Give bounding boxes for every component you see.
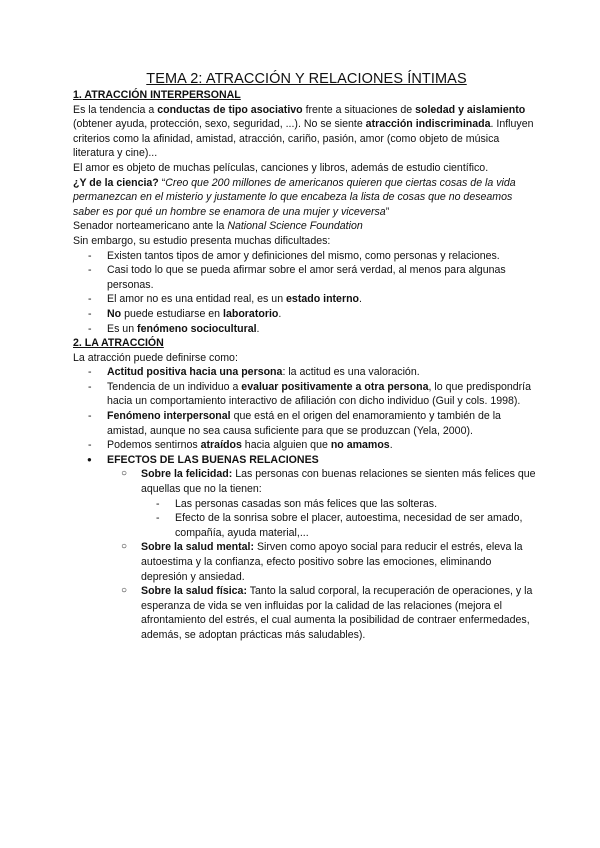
bold-text: Actitud positiva hacia una persona — [107, 366, 283, 379]
paragraph-science-quote — [73, 176, 540, 220]
text: . — [256, 322, 260, 335]
text: , lo que predispondría hacia un comportamiento interactivo de afiliación con dicho individuo (Guil y cols. 1998). — [107, 380, 532, 408]
list-item — [73, 409, 540, 438]
list-item: - Efecto de la sonrisa sobre el placer, autoestima, necesidad de ser amado, compañía, ayuda material,... — [141, 511, 540, 540]
list-item: - Existen tantos tipos de amor y definiciones del mismo, como personas y relaciones. — [73, 249, 540, 264]
section-2-heading: 2. LA ATRACCIÓN — [73, 337, 164, 350]
bold-text: estado interno — [286, 293, 360, 306]
page-title: TEMA 2: ATRACCIÓN Y RELACIONES ÍNTIMAS — [146, 71, 467, 87]
text: El amor no es una entidad real, es un — [107, 293, 287, 306]
list-item — [73, 322, 540, 337]
text: “ — [158, 176, 166, 189]
list-item — [73, 365, 540, 380]
text: Tanto la salud corporal, la recuperación de operaciones, y la esperanza de vida se ven influidas por la calidad de las relaciones (mejora el afrontamiento del estrés, el cual aumenta la posibilidad de contraer enfermedades, además, se adoptan prácticas más saludables). — [141, 585, 533, 641]
text: . — [389, 439, 393, 452]
bold-text: atraídos — [200, 439, 242, 452]
text: . — [359, 293, 362, 306]
text: Sirven como apoyo social para reducir el estrés, eleva la autoestima y la confianza, efecto positivo sobre las emociones, eliminando depresión y ansiedad. — [141, 541, 523, 583]
text: puede estudiarse en — [121, 307, 224, 320]
bold-text: Fenómeno interpersonal — [107, 410, 231, 423]
quote-text: Creo que 200 millones de americanos quieren que ciertas cosas de la vida permanezcan en el misterio y justamente lo que encabeza la lista de cosas que no deseamos saber es por qué un hombre se enamora de una mujer y viceversa — [73, 176, 516, 218]
bold-text: fenómeno sociocultural — [137, 322, 257, 335]
list-item — [73, 307, 540, 322]
italic-text: National Science Foundation — [227, 220, 363, 233]
definitions-list — [73, 365, 540, 453]
bold-text: laboratorio — [223, 307, 279, 320]
bold-text: soledad y aislamiento — [415, 103, 526, 116]
happiness-sublist — [141, 497, 540, 541]
bold-text: Sobre la salud mental: — [141, 541, 255, 554]
text: Senador norteamericano ante la — [73, 220, 228, 233]
bold-text: No — [107, 307, 122, 320]
list-item — [107, 540, 540, 584]
list-item: - Las personas casadas son más felices que las solteras. — [141, 497, 540, 512]
list-item — [107, 584, 540, 642]
bold-text: evaluar positivamente a otra persona — [241, 380, 429, 393]
list-item: - Casi todo lo que se pueda afirmar sobre el amor será verdad, al menos para algunas personas. — [73, 263, 540, 292]
difficulties-list — [73, 249, 540, 337]
bold-text: atracción indiscriminada — [365, 118, 491, 131]
text: Es la tendencia a — [73, 103, 158, 116]
paragraph-difficulties: Sin embargo, su estudio presenta muchas dificultades: — [73, 234, 331, 247]
text: . — [278, 307, 282, 320]
section-1-heading: 1. ATRACCIÓN INTERPERSONAL — [73, 89, 241, 101]
list-item — [73, 292, 540, 307]
text: Tendencia de un individuo a — [107, 380, 242, 393]
effects-heading: EFECTOS DE LAS BUENAS RELACIONES — [107, 453, 319, 466]
text: (obtener ayuda, protección, sexo, seguridad, ...). No se siente — [73, 118, 366, 131]
list-item — [73, 453, 540, 643]
text: que está en el origen del enamoramiento y también de la amistad, aunque no sea causa suficiente para que se produzcan (Yela, 2000). — [107, 410, 501, 437]
paragraph-attraction-intro: La atracción puede definirse como: — [73, 351, 238, 364]
bold-text: Sobre la felicidad: — [141, 468, 233, 481]
bold-text: ¿Y de la ciencia? — [73, 176, 159, 189]
text: Podemos sentirnos — [107, 439, 201, 452]
text: : la actitud es una valoración. — [282, 366, 420, 379]
paragraph-love-object: El amor es objeto de muchas películas, canciones y libros, además de estudio científico. — [73, 161, 489, 174]
list-item — [73, 380, 540, 409]
bold-text: no amamos — [330, 439, 390, 452]
bold-text: Sobre la salud física: — [141, 585, 247, 598]
effects-list — [73, 453, 540, 643]
bold-text: conductas de tipo asociativo — [157, 103, 303, 116]
text: . Influyen criterios como la afinidad, amistad, atracción, cariño, pasión, amor (como objeto de música literatura y cine)... — [73, 118, 534, 160]
text: hacia alguien que — [241, 439, 331, 452]
list-item — [107, 467, 540, 540]
text: Las personas con buenas relaciones se sienten más felices que aquellas que no la tienen: — [141, 468, 536, 496]
paragraph-senator — [73, 219, 540, 234]
text: frente a situaciones de — [302, 103, 416, 116]
paragraph-definition — [73, 103, 540, 161]
text: Es un — [107, 322, 138, 335]
text: ” — [385, 205, 390, 218]
list-item — [73, 438, 540, 453]
effects-sublist — [107, 467, 540, 642]
